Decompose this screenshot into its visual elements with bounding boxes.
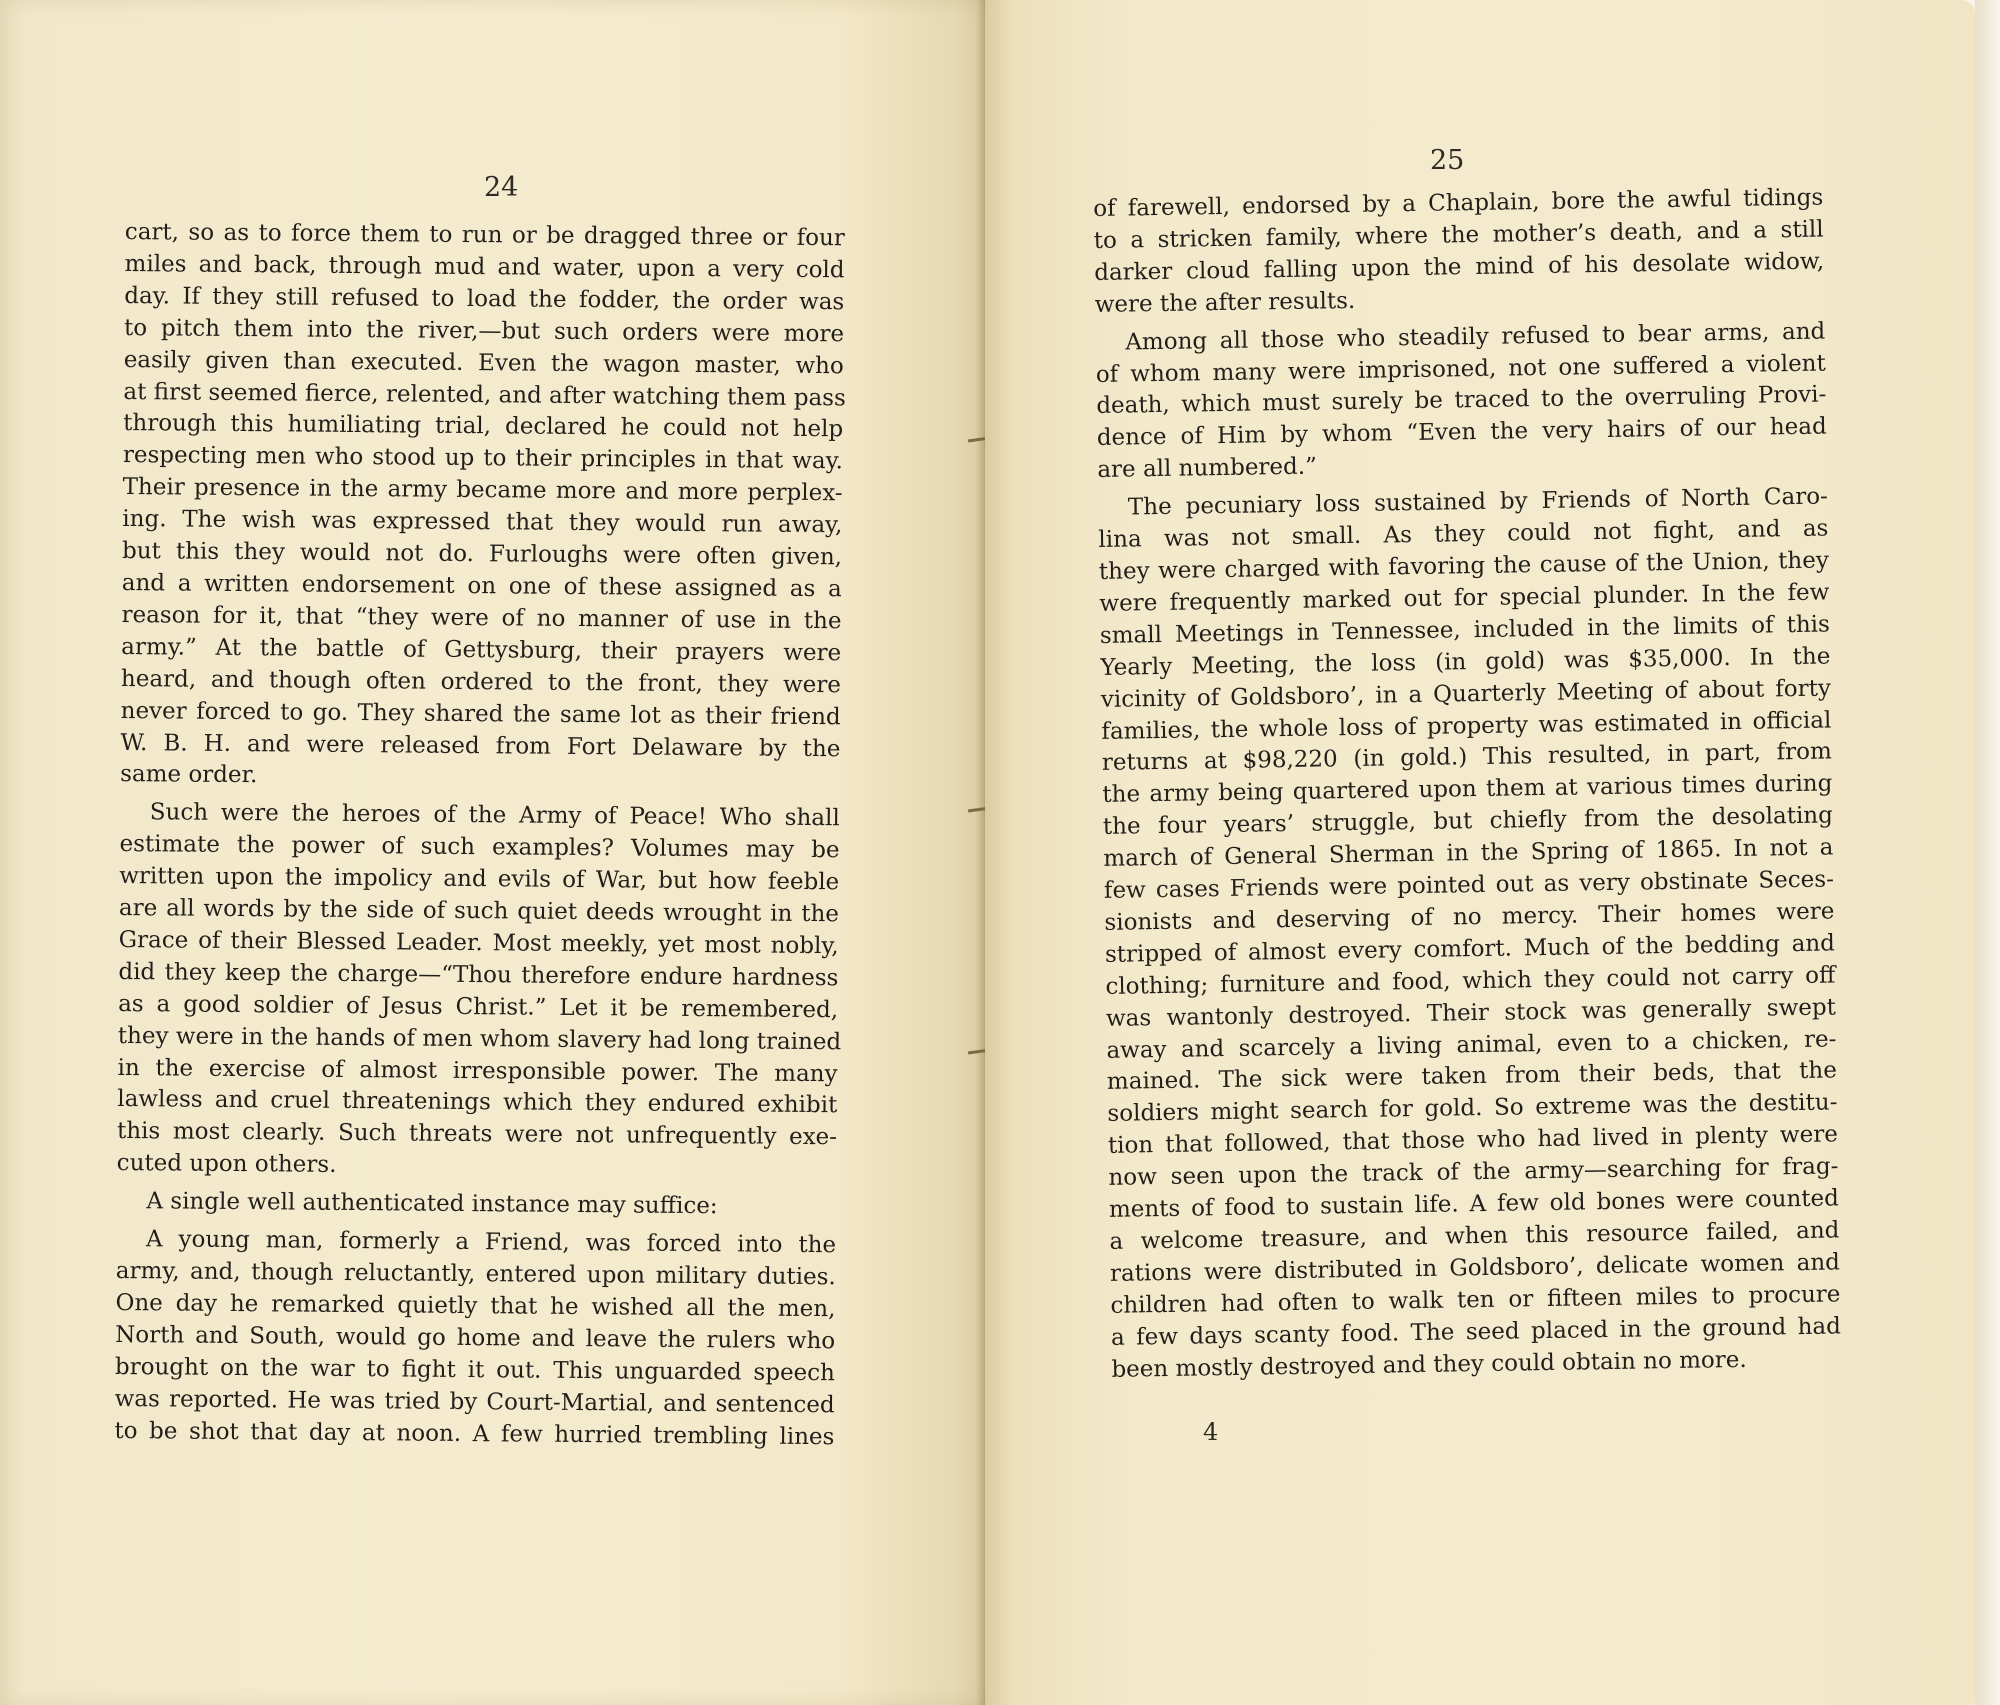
text-line: written upon the impolicy and evils of War, but how feeble	[119, 863, 840, 896]
text-line: vicinity of Goldsboro’, in a Quarterly Meeting of about forty	[1100, 675, 1832, 713]
text-line: heard, and though often ordered to the front, they were	[120, 665, 842, 698]
text-line: through this humiliating trial, declared he could not help	[123, 410, 844, 443]
text-line: a welcome treasure, and when this resource failed, and	[1109, 1217, 1840, 1255]
text-line: are all numbered.”	[1097, 453, 1318, 484]
text-line: A young man, formerly a Friend, was forced into the	[145, 1226, 837, 1259]
text-line: to be shot that day at noon. A few hurried trembling lines	[114, 1417, 835, 1450]
text-line: this most clearly. Such threats were not unfrequently exe-	[116, 1118, 838, 1151]
text-line: they were charged with favoring the cause of the Union, they	[1098, 547, 1830, 585]
text-line: The pecuniary loss sustained by Friends of North Caro-	[1127, 483, 1829, 521]
text-line: One day he remarked quietly that he wished all the men,	[115, 1289, 836, 1323]
text-line: were frequently marked out for special plunder. In the few	[1099, 579, 1830, 617]
text-line: soldiers might search for gold. So extreme was the destitu-	[1107, 1089, 1838, 1128]
text-line: estimate the power of such examples? Volumes may be	[119, 831, 840, 864]
text-line: to a stricken family, where the mother’s death, and a still	[1093, 216, 1824, 254]
right-page-text	[1093, 183, 1842, 1387]
text-line: easily given than executed. Even the wagon master, who	[123, 346, 844, 379]
text-line: now seen upon the track of the army—searching for frag-	[1108, 1153, 1839, 1192]
text-line: lawless and cruel threatenings which they endured exhibit	[117, 1086, 838, 1119]
text-line: respecting men who stood up to their principles in that way.	[122, 442, 844, 475]
text-line: Their presence in the army became more and more perplex-	[122, 474, 843, 507]
text-line: tion that followed, that those who had lived in plenty were	[1107, 1121, 1839, 1160]
left-page-number: 24	[484, 172, 519, 203]
text-line: a few days scanty food. The seed placed in the ground had	[1110, 1313, 1842, 1351]
signature-mark: 4	[1203, 1418, 1219, 1446]
text-line: to pitch them into the river,—but such orders were more	[123, 314, 845, 347]
text-line: was reported. He was tried by Court-Martial, and sentenced	[114, 1385, 835, 1418]
text-line: was wantonly destroyed. Their stock was generally swept	[1105, 994, 1837, 1032]
text-line: dence of Him by whom “Even the very hairs of our head	[1096, 413, 1827, 452]
text-line: did they keep the charge—“Thou therefore endure hardness	[118, 958, 839, 992]
text-line: been mostly destroyed and they could obtain no more.	[1111, 1346, 1747, 1383]
text-line: march of General Sherman in the Spring of 1865. In not a	[1103, 834, 1834, 873]
text-line: stripped of almost every comfort. Much of the bedding and	[1104, 930, 1836, 968]
text-line: ing. The wish was expressed that they would run away,	[122, 506, 843, 539]
text-line: Among all those who steadily refused to bear arms, and	[1125, 318, 1826, 356]
text-line: away and scarcely a living animal, even to a chicken, re-	[1106, 1025, 1837, 1064]
text-line: ments of food to sustain life. A few old bones were counted	[1108, 1185, 1840, 1223]
text-line: clothing; furniture and food, which they could not carry off	[1105, 962, 1836, 1000]
page-edge	[1975, 0, 2000, 1705]
text-line: of whom many were imprisoned, not one suffered a violent	[1095, 350, 1826, 388]
text-line: lina was not small. As they could not fight, and as	[1098, 515, 1829, 554]
text-line: and a written endorsement on one of these assigned as a	[121, 569, 842, 603]
text-line: cuted upon others.	[116, 1150, 337, 1179]
right-page	[985, 0, 1975, 1705]
text-line: the army being quartered upon them at various times during	[1102, 770, 1833, 809]
right-page-number: 25	[1430, 145, 1465, 176]
text-line: families, the whole loss of property was estimated in official	[1101, 706, 1832, 745]
text-line: the four years’ struggle, but chiefly from the desolating	[1102, 802, 1834, 841]
text-line: never forced to go. They shared the same lot as their friend	[120, 697, 841, 730]
text-line: mained. The sick were taken from their beds, that the	[1106, 1057, 1838, 1096]
text-line: but this they would not do. Furloughs were often given,	[121, 538, 843, 571]
text-line: they were in the hands of men whom slavery had long trained	[117, 1022, 842, 1055]
text-line: darker cloud falling upon the mind of his desolate widow,	[1094, 248, 1825, 286]
text-line: few cases Friends were pointed out as very obstinate Seces-	[1103, 866, 1835, 904]
text-line: were the after results.	[1094, 287, 1356, 318]
text-line: sionists and deserving of no mercy. Their homes were	[1104, 898, 1835, 936]
text-line: at first seemed fierce, relented, and after watching them pass	[123, 378, 846, 411]
text-line: North and South, would go home and leave the rulers who	[115, 1321, 836, 1355]
text-line: reason for it, that “they were of no manner of use in the	[121, 601, 842, 635]
text-line: miles and back, through mud and water, upon a very cold	[124, 250, 845, 284]
text-line: brought on the war to fight it out. This unguarded speech	[114, 1353, 836, 1386]
text-line: Yearly Meeting, the loss (in gold) was $35,000. In the	[1100, 643, 1831, 681]
text-line: army.” At the battle of Gettysburg, their prayers were	[121, 633, 842, 667]
text-line: death, which must surely be traced to the overruling Provi-	[1096, 381, 1827, 420]
text-line: of farewell, endorsed by a Chaplain, bore the awful tidings	[1093, 184, 1824, 222]
text-line: same order.	[120, 761, 258, 789]
text-line: as a good soldier of Jesus Christ.” Let it be remembered,	[118, 990, 839, 1024]
text-line: rations were distributed in Goldsboro’, delicate women and	[1109, 1249, 1841, 1287]
text-line: A single well authenticated instance may suffice:	[146, 1188, 718, 1220]
text-line: Grace of their Blessed Leader. Most meekly, yet most nobly,	[118, 926, 839, 960]
text-line: children had often to walk ten or fifteen miles to procure	[1110, 1281, 1841, 1319]
text-line: Such were the heroes of the Army of Peace! Who shall	[149, 799, 840, 832]
text-line: returns at $98,220 (in gold.) This resulted, in part, from	[1101, 738, 1833, 777]
text-line: are all words by the side of such quiet deeds wrought in the	[118, 895, 840, 928]
text-line: W. B. H. and were released from Fort Delaware by the	[120, 729, 841, 762]
text-line: in the exercise of almost irresponsible power. The many	[117, 1054, 838, 1087]
text-line: army, and, though reluctantly, entered upon military duties.	[115, 1257, 836, 1291]
text-line: cart, so as to force them to run or be dragged three or four	[124, 218, 845, 252]
left-page	[0, 0, 985, 1705]
left-page-text	[114, 217, 845, 1454]
text-line: day. If they still refused to load the fodder, the order was	[124, 282, 845, 316]
text-line: small Meetings in Tennessee, included in the limits of this	[1099, 611, 1831, 649]
